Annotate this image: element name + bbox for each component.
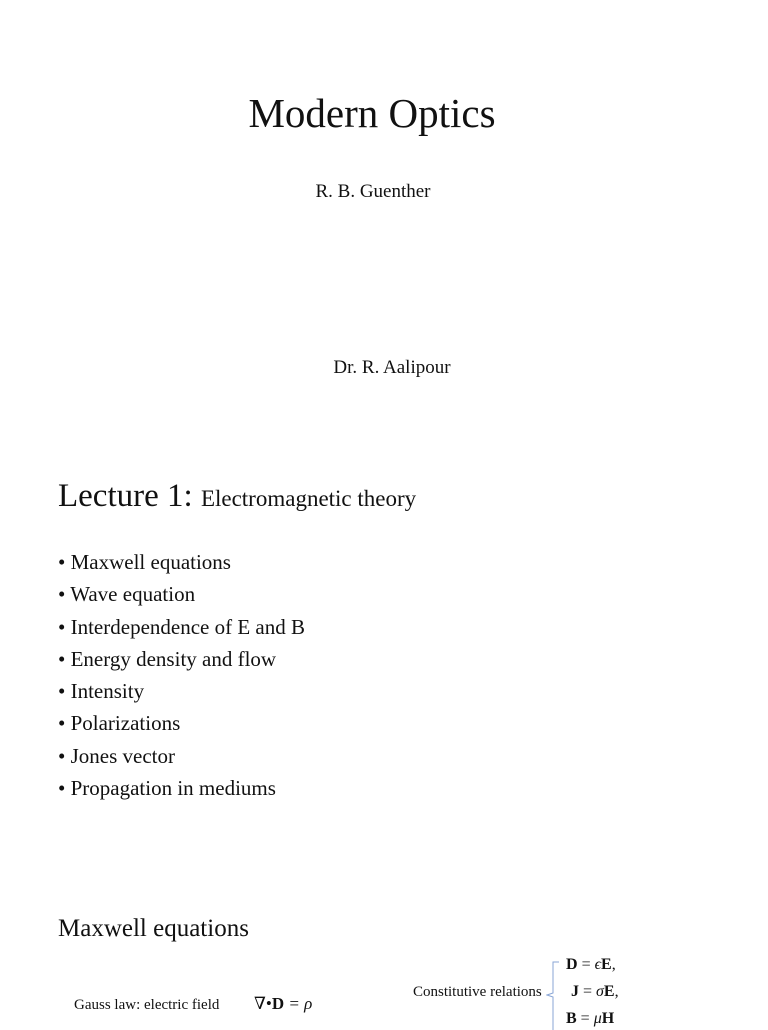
document-title: Modern Optics bbox=[248, 90, 496, 136]
lecture-subtitle: Electromagnetic theory bbox=[200, 486, 417, 511]
lecture-heading bbox=[58, 476, 416, 519]
topic-item: • Energy density and flow bbox=[58, 646, 277, 671]
lecturer-name: Dr. R. Aalipour bbox=[333, 357, 451, 378]
constitutive-relations-label: Constitutive relations bbox=[413, 984, 542, 1000]
topic-item: • Intensity bbox=[58, 679, 145, 704]
gauss-law-equation bbox=[254, 994, 312, 1014]
topic-item: • Propagation in mediums bbox=[58, 776, 276, 801]
topic-list bbox=[58, 546, 305, 804]
nabla-operator: ∇• bbox=[254, 994, 272, 1013]
author-name: R. B. Guenther bbox=[315, 181, 431, 202]
gauss-law-label: Gauss law: electric field bbox=[74, 997, 220, 1013]
topic-item: • Interdependence of E and B bbox=[58, 614, 305, 639]
equation-field: D bbox=[271, 994, 285, 1013]
equation-rhs: = ρ bbox=[284, 994, 313, 1013]
topic-item: • Polarizations bbox=[58, 711, 181, 736]
topic-item: • Jones vector bbox=[58, 743, 175, 768]
lecture-label: Lecture 1: bbox=[58, 478, 193, 514]
topic-item: • Wave equation bbox=[58, 582, 196, 607]
brace-icon bbox=[546, 960, 560, 1030]
relation-b: B = μH bbox=[566, 1010, 615, 1027]
relation-d: D = ϵE, bbox=[566, 956, 616, 973]
topic-item: • Maxwell equations bbox=[58, 550, 231, 574]
relation-j: J = σE, bbox=[571, 983, 619, 1000]
section-heading: Maxwell equations bbox=[58, 915, 249, 942]
